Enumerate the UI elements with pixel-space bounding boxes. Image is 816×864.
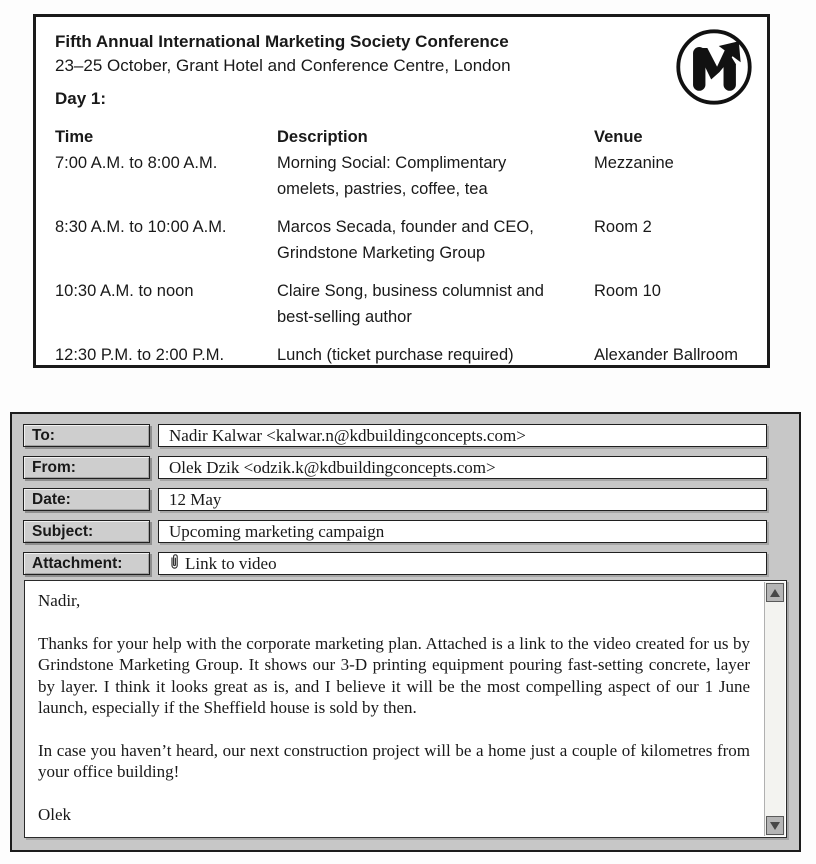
subject-label-button[interactable]: Subject: — [23, 520, 150, 543]
email-header-row-from — [23, 456, 799, 479]
row-venue: Room 10 — [594, 282, 661, 300]
col-header-description: Description — [277, 128, 368, 146]
to-label-button[interactable]: To: — [23, 424, 150, 447]
row-time: 7:00 A.M. to 8:00 A.M. — [55, 154, 218, 172]
row-time: 12:30 P.M. to 2:00 P.M. — [55, 346, 225, 364]
table-row — [55, 342, 755, 368]
col-header-venue: Venue — [594, 128, 643, 146]
to-field-value: Nadir Kalwar <kalwar.n@kdbuildingconcepts.com> — [169, 426, 526, 445]
email-body-area[interactable] — [24, 580, 787, 838]
conference-title: Fifth Annual International Marketing Society Conference — [55, 32, 509, 51]
email-paragraph: Thanks for your help with the corporate marketing plan. Attached is a link to the video created for us by Grindstone Marketing Group. It shows our 3-D printing equipment pouring fast-setting concrete, layer by layer. I think it looks great as is, and I believe it will be the most compelling aspect of our 1 June launch, especially if the Sheffield house is sold by then. — [38, 633, 750, 717]
attachment-label-button[interactable]: Attachment: — [23, 552, 150, 575]
row-description: Morning Social: Complimentary omelets, pastries, coffee, tea — [277, 154, 507, 198]
conference-schedule-card — [33, 14, 770, 368]
date-label-button[interactable]: Date: — [23, 488, 150, 511]
table-row — [55, 150, 755, 202]
row-venue: Mezzanine — [594, 154, 674, 172]
vertical-scrollbar[interactable] — [764, 582, 785, 836]
attachment-link-text[interactable]: Link to video — [185, 554, 277, 573]
date-field[interactable] — [158, 488, 767, 511]
from-label-button[interactable]: From: — [23, 456, 150, 479]
paperclip-icon — [169, 553, 180, 576]
row-venue: Alexander Ballroom — [594, 346, 738, 364]
schedule-table — [55, 124, 755, 368]
email-header-row-date — [23, 488, 799, 511]
date-field-value: 12 May — [169, 490, 222, 509]
marketing-society-logo-icon — [674, 27, 754, 107]
email-signature: Olek — [38, 804, 72, 824]
subject-field-value: Upcoming marketing campaign — [169, 522, 385, 541]
conference-date-location: 23–25 October, Grant Hotel and Conference Centre, London — [55, 56, 511, 75]
row-time: 10:30 A.M. to noon — [55, 282, 194, 300]
table-row — [55, 278, 755, 330]
email-header-row-attachment — [23, 552, 799, 575]
from-field[interactable] — [158, 456, 767, 479]
email-paragraph: In case you haven’t heard, our next construction project will be a home just a couple of kilometres from your office building! — [38, 740, 750, 781]
attachment-field[interactable] — [158, 552, 767, 575]
col-header-time: Time — [55, 128, 94, 146]
to-field[interactable] — [158, 424, 767, 447]
email-header-row-subject — [23, 520, 799, 543]
scroll-up-arrow-icon[interactable] — [766, 583, 784, 602]
row-description: Lunch (ticket purchase required) — [277, 346, 514, 364]
email-greeting: Nadir, — [38, 591, 81, 610]
row-time: 8:30 A.M. to 10:00 A.M. — [55, 218, 227, 236]
row-description: Claire Song, business columnist and best-selling author — [277, 282, 544, 326]
subject-field[interactable] — [158, 520, 767, 543]
email-window — [10, 412, 801, 852]
email-header-row-to — [23, 424, 799, 447]
from-field-value: Olek Dzik <odzik.k@kdbuildingconcepts.com> — [169, 458, 496, 477]
table-row — [55, 214, 755, 266]
day-label: Day 1: — [55, 89, 107, 108]
scroll-down-arrow-icon[interactable] — [766, 816, 784, 835]
row-description: Marcos Secada, founder and CEO, Grindstone Marketing Group — [277, 218, 534, 262]
schedule-table-header — [55, 124, 755, 150]
row-venue: Room 2 — [594, 218, 652, 236]
